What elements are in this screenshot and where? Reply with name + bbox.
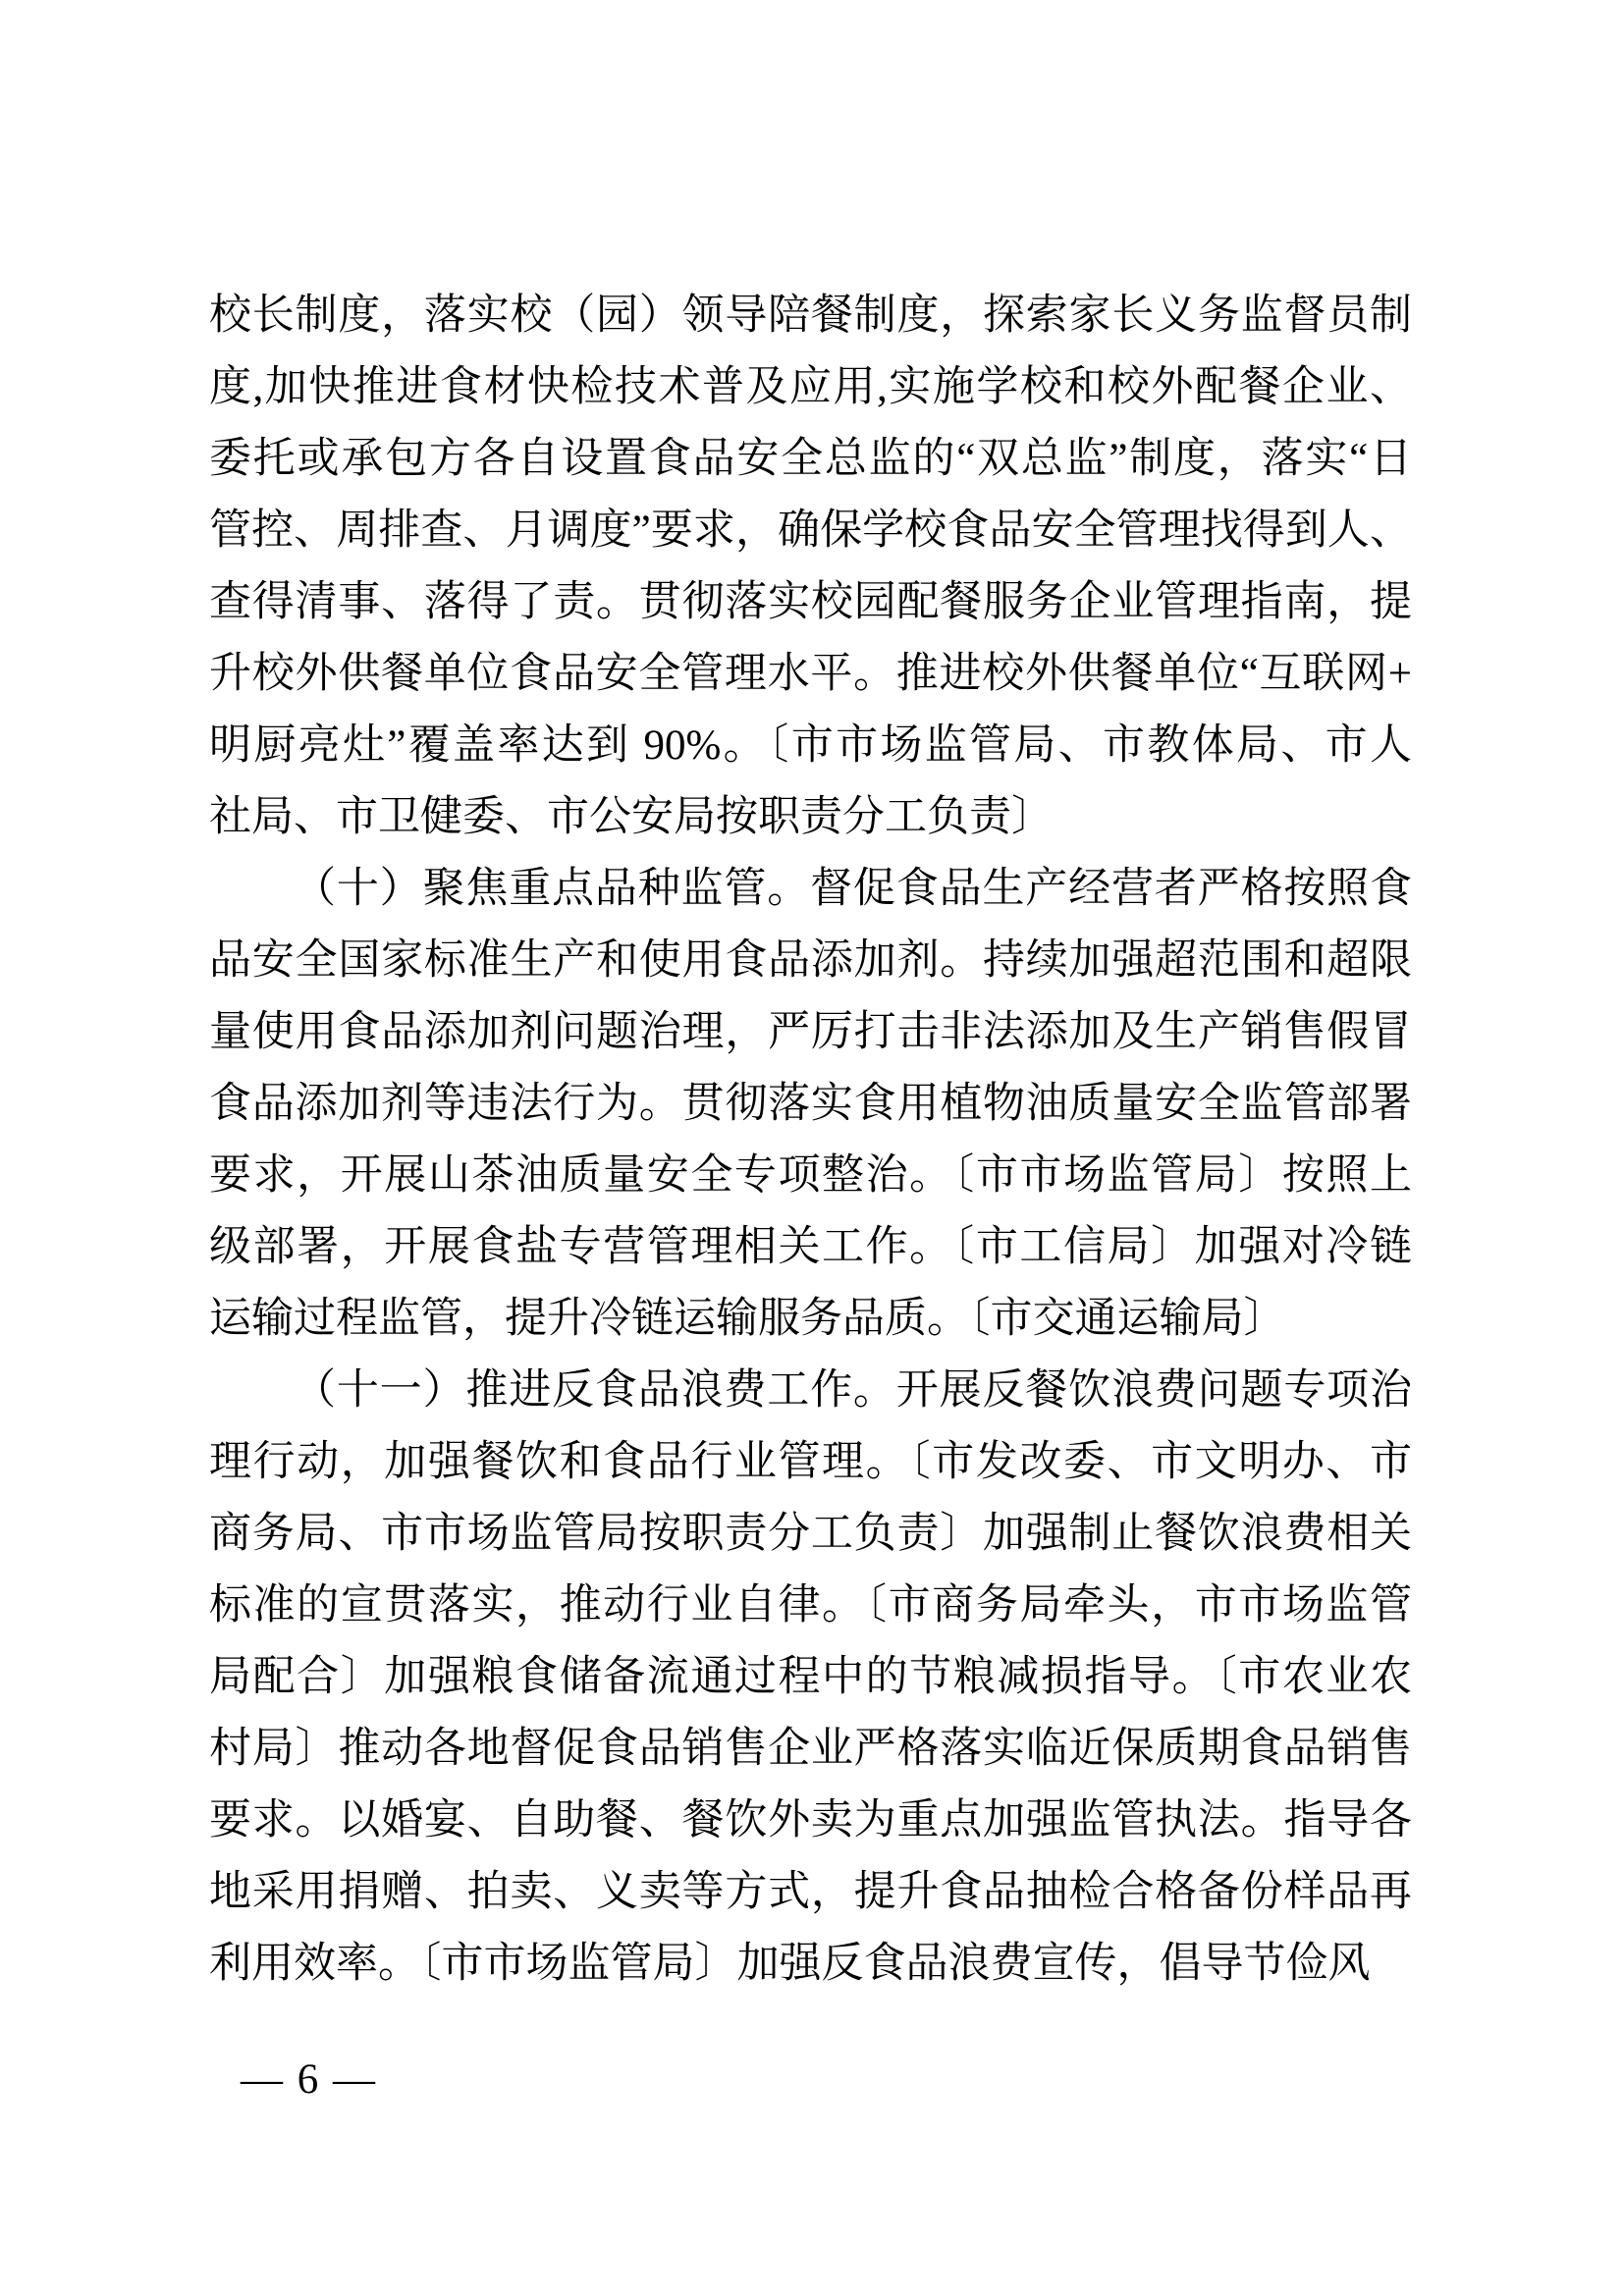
text-line: 食品添加剂等违法行为。贯彻落实食用植物油质量安全监管部署 (209, 1081, 1412, 1127)
text-line-paragraph-start: （十）聚焦重点品种监管。督促食品生产经营者严格按照食 (294, 866, 1412, 912)
text-line: 度,加快推进食材快检技术普及应用,实施学校和校外配餐企业、 (209, 364, 1412, 410)
text-line: 明厨亮灶”覆盖率达到 90%。〔市市场监管局、市教体局、市人 (209, 722, 1412, 769)
text-line: 管控、周排查、月调度”要求，确保学校食品安全管理找得到人、 (209, 507, 1412, 554)
text-line: 校长制度，落实校（园）领导陪餐制度，探索家长义务监督员制 (209, 293, 1412, 339)
text-line: 级部署，开展食盐专营管理相关工作。〔市工信局〕加强对冷链 (209, 1224, 1412, 1270)
text-line: 要求，开展山茶油质量安全专项整治。〔市市场监管局〕按照上 (209, 1152, 1412, 1199)
text-line: 利用效率。〔市市场监管局〕加强反食品浪费宣传，倡导节俭风 (209, 1941, 1371, 1987)
text-line: 量使用食品添加剂问题治理，严厉打击非法添加及生产销售假冒 (209, 1009, 1412, 1055)
text-line: 运输过程监管，提升冷链运输服务品质。〔市交通运输局〕 (209, 1296, 1286, 1342)
text-line: 地采用捐赠、拍卖、义卖等方式，提升食品抽检合格备份样品再 (209, 1869, 1412, 1915)
text-line: 标准的宣贯落实，推动行业自律。〔市商务局牵头，市市场监管 (209, 1582, 1412, 1629)
text-line: 村局〕推动各地督促食品销售企业严格落实临近保质期食品销售 (209, 1726, 1412, 1772)
text-line: 局配合〕加强粮食储备流通过程中的节粮减损指导。〔市农业农 (209, 1654, 1412, 1700)
text-line: 商务局、市市场监管局按职责分工负责〕加强制止餐饮浪费相关 (209, 1511, 1412, 1557)
text-line: 查得清事、落得了责。贯彻落实校园配餐服务企业管理指南，提 (209, 579, 1412, 625)
text-line: 品安全国家标准生产和使用食品添加剂。持续加强超范围和超限 (209, 937, 1412, 984)
text-line: 要求。以婚宴、自助餐、餐饮外卖为重点加强监管执法。指导各 (209, 1797, 1412, 1843)
page-number: — 6 — (241, 2056, 377, 2103)
text-line: 升校外供餐单位食品安全管理水平。推进校外供餐单位“互联网+ (209, 651, 1412, 697)
text-line: 理行动，加强餐饮和食品行业管理。〔市发改委、市文明办、市 (209, 1439, 1412, 1485)
text-line: 社局、市卫健委、市公安局按职责分工负责〕 (209, 794, 1054, 840)
text-line: 委托或承包方各自设置食品安全总监的“双总监”制度，落实“日 (209, 436, 1412, 482)
text-block (209, 280, 1412, 2000)
text-line-paragraph-start: （十一）推进反食品浪费工作。开展反餐饮浪费问题专项治 (294, 1367, 1412, 1414)
